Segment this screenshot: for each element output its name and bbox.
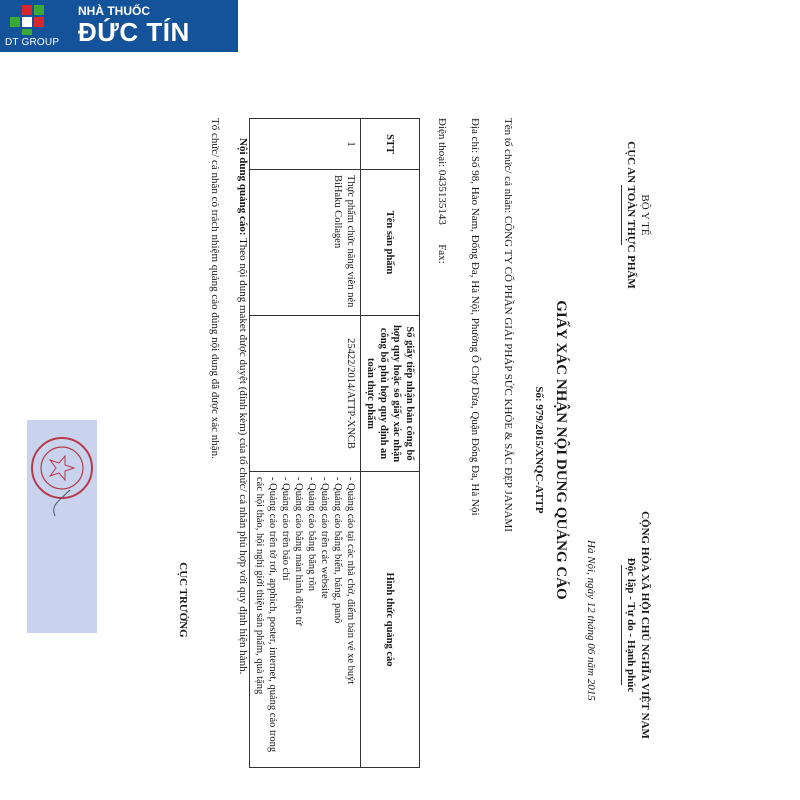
seal-area: [27, 420, 97, 633]
method-item: - Quảng cáo tại các nhà chờ, điểm bán vé xe buýt: [345, 477, 356, 685]
method-item: - Quảng cáo trên báo chí: [280, 477, 291, 581]
org-contact: [435, 118, 449, 798]
row-methods: [250, 472, 361, 768]
brand-name: ĐỨC TÍN: [78, 17, 190, 47]
document-title: GIẤY XÁC NHẬN NỘI DUNG QUẢNG CÁO: [553, 300, 569, 600]
issue-date: Hà Nội, ngày 12 tháng 06 năm 2015: [585, 540, 597, 701]
responsibility-note: Tổ chức/ cá nhân có trách nhiệm quảng cáo đúng nội dung đã được xác nhận.: [209, 118, 221, 459]
pharmacy-logo-icon: [8, 5, 54, 35]
content-label: Nội dung quảng cáo:: [237, 138, 249, 236]
org-phone: Điện thoại: 0435135143: [436, 118, 448, 225]
agency-name: CỤC AN TOÀN THỰC PHẨM: [625, 141, 637, 289]
content-text: Theo nội dung maket được duyệt (đính kèm) của tổ chức/ cá nhân phù hợp với quy định hiện hành.: [237, 238, 249, 675]
national-motto: Độc lập - Tự do - Hạnh phúc: [625, 557, 637, 693]
row-stt: 1: [250, 119, 361, 170]
motto-underline: [621, 565, 622, 685]
header-cert: Số giấy tiếp nhận bản công bố hợp quy hoặc số giấy xác nhận công bố phù hợp quy định an toàn thực phẩm: [361, 316, 420, 472]
method-item: - Quảng cáo trên các website: [319, 477, 330, 599]
content-paragraph: [236, 118, 250, 778]
table-row: [250, 119, 361, 768]
brand-group-label: DT GROUP: [5, 37, 60, 48]
right-header: [621, 460, 652, 790]
org-name: Tên tổ chức/ cá nhân: CÔNG TY CỔ PHẦN GIẢI PHÁP SỨC KHỎE & SẮC ĐẸP JANAMI: [502, 118, 514, 532]
method-item: - Quảng cáo bằng biển, bảng, panô: [332, 477, 343, 624]
method-item: - Quảng cáo trên tờ rơi, apphich, poster, internet, quảng cáo trong các hội thảo, hội nghị giới thiệu sản phẩm, quà tặng: [254, 477, 278, 753]
header-product: Tên sản phẩm: [361, 170, 420, 316]
scanned-document: [140, 100, 660, 800]
org-address: Địa chỉ: Số 98, Hào Nam, Đống Đa, Hà Nội, Phường Ô Chợ Dừa, Quận Đống Đa, Hà Nội: [469, 118, 481, 516]
product-table: [249, 118, 420, 768]
table-header-row: [361, 119, 420, 768]
org-fax: Fax:: [436, 244, 448, 264]
row-cert: 25422/2014/ATTP-XNCB: [250, 316, 361, 472]
official-seal-icon: [30, 420, 94, 516]
header-stt: STT: [361, 119, 420, 170]
brand-banner: [0, 0, 238, 52]
method-item: - Quảng cáo bằng băng rôn: [306, 477, 317, 592]
signatory-title: CỤC TRƯỞNG: [177, 562, 189, 638]
brand-subtitle: NHÀ THUỐC: [78, 4, 150, 18]
country-name: CỘNG HÒA XÃ HỘI CHỦ NGHĨA VIỆT NAM: [639, 511, 651, 739]
row-product: Thực phẩm chức năng viên nén BiHaku Collagen: [250, 170, 361, 316]
header-method: Hình thức quảng cáo: [361, 472, 420, 768]
left-header: [621, 115, 652, 315]
method-item: - Quảng cáo bằng màn hình điện tử: [293, 477, 304, 626]
ministry-name: BỘ Y TẾ: [639, 194, 651, 236]
header-underline: [621, 185, 622, 245]
document-number: Số: 979/2015/XNQC-ATTP: [533, 386, 545, 514]
